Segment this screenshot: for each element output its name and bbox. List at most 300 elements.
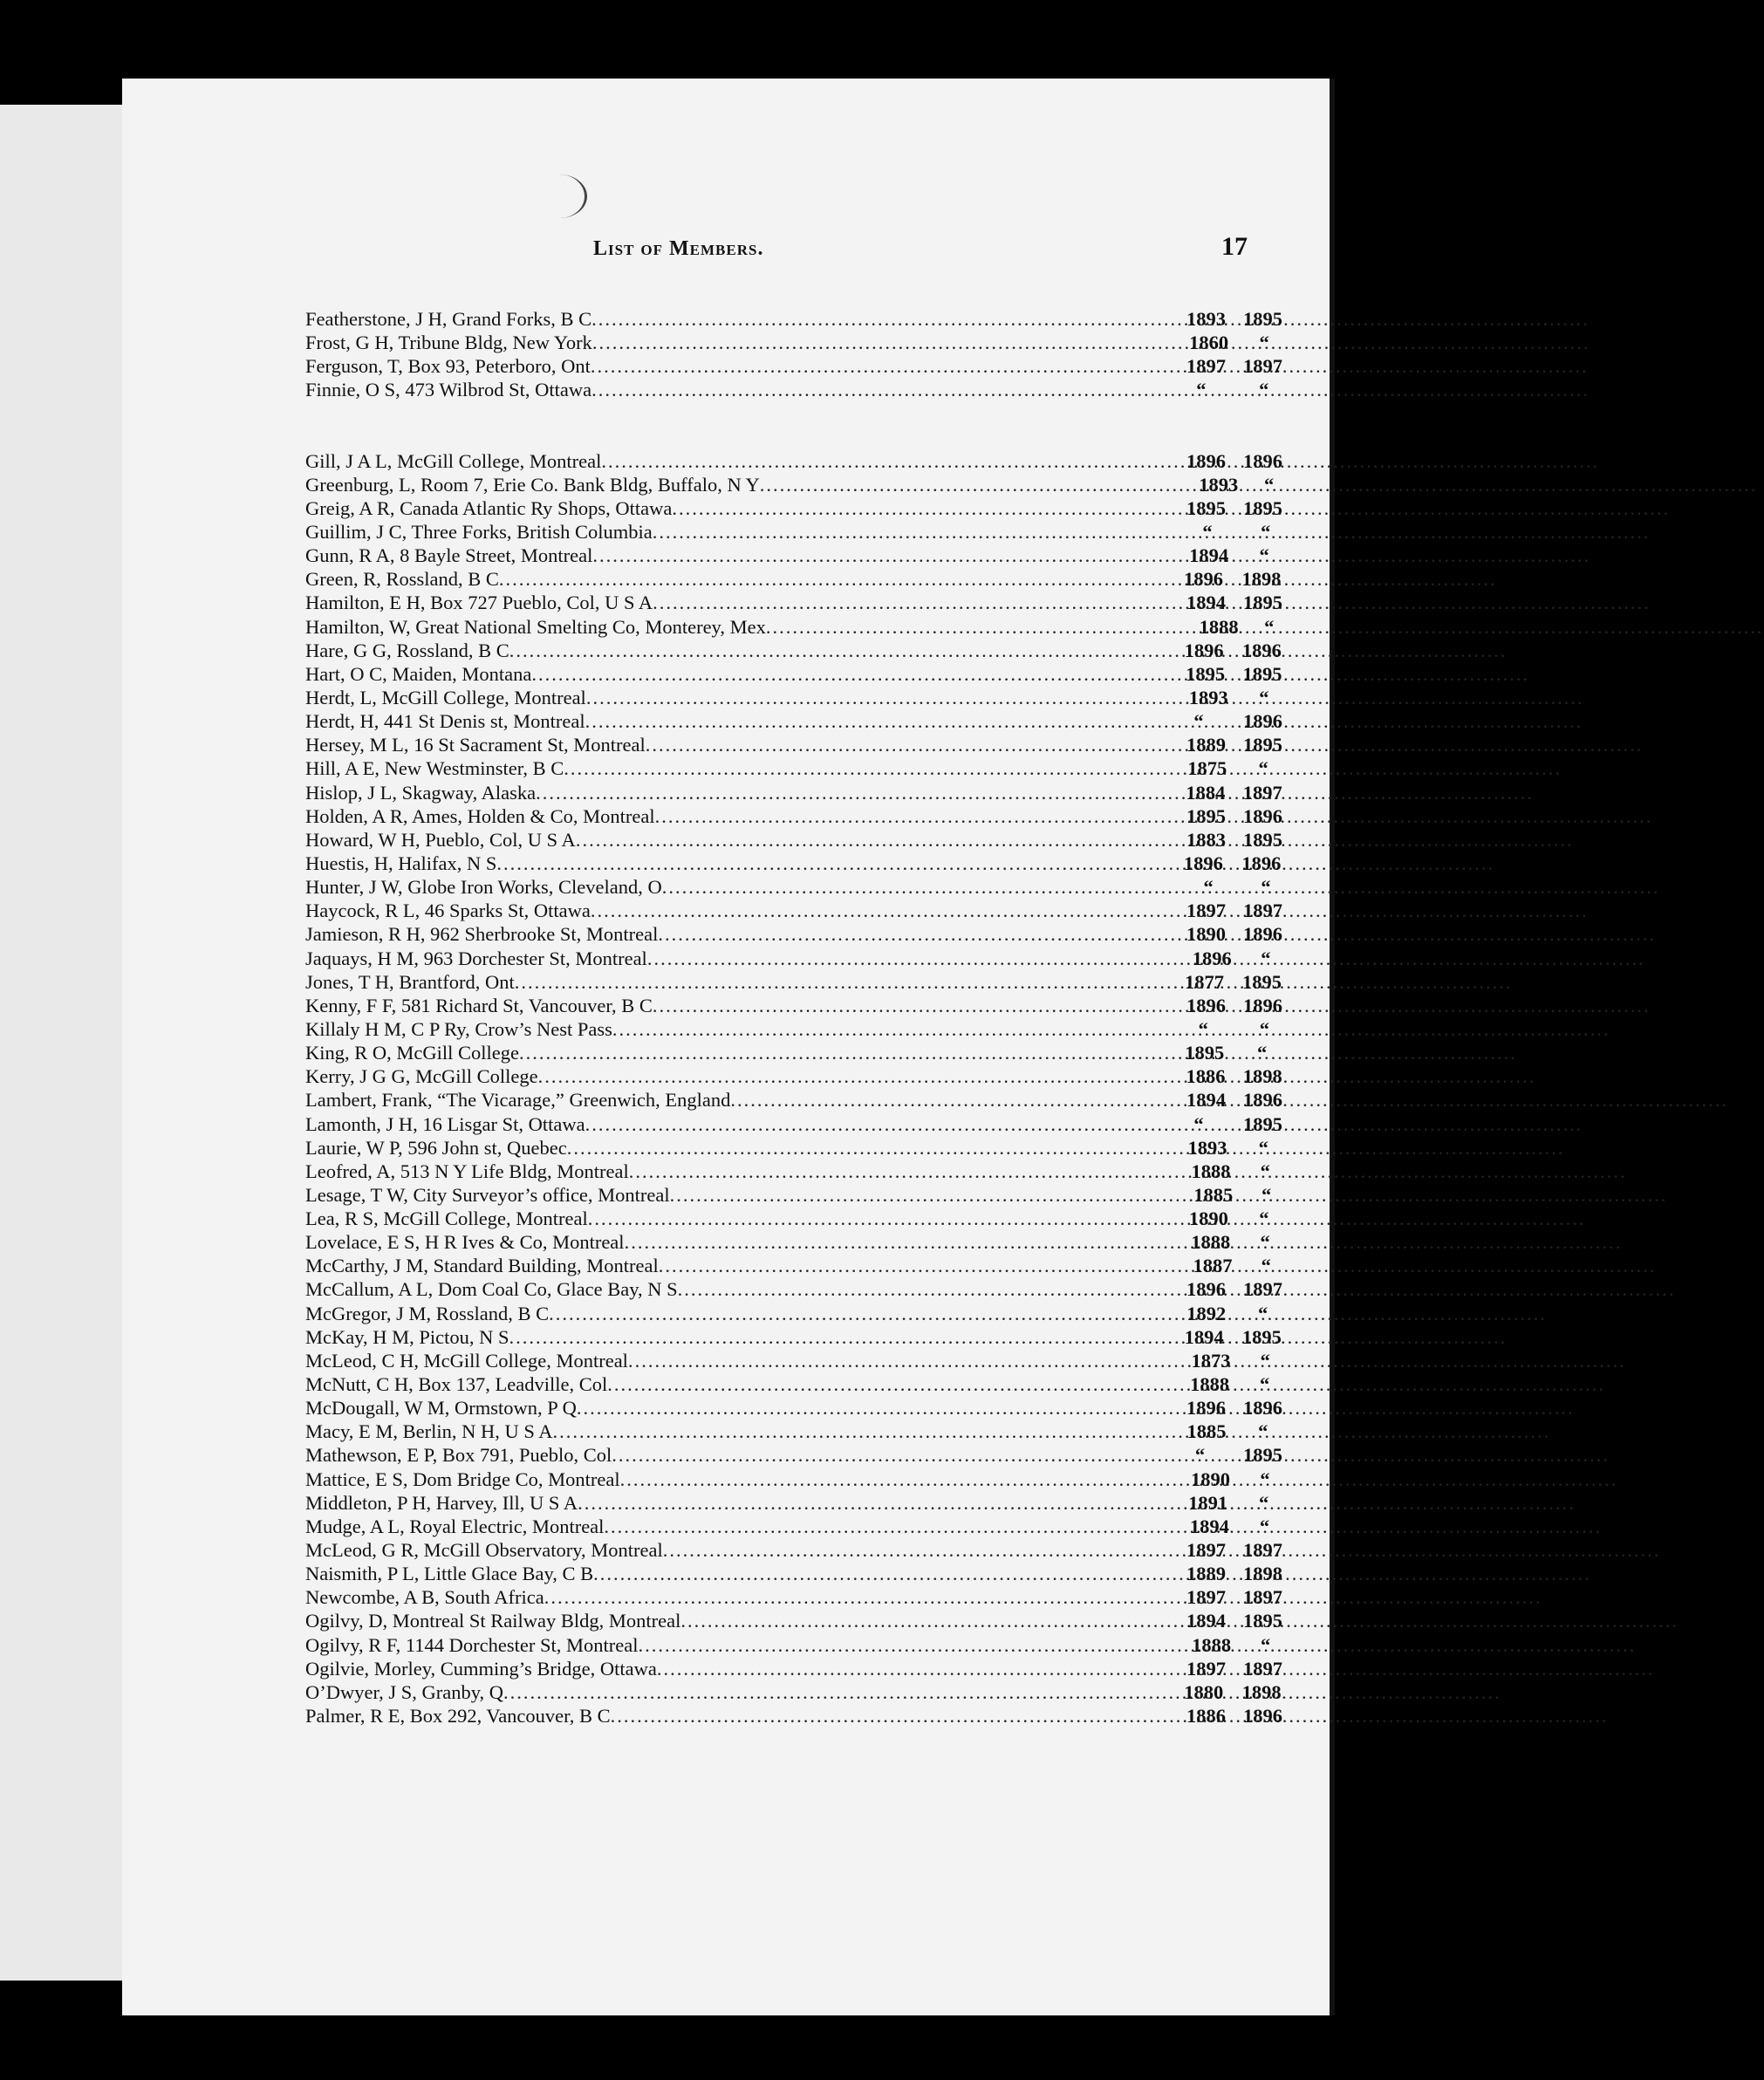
member-name-address: Featherstone, J H, Grand Forks, B C (305, 308, 592, 330)
year-joined: 1896 (1186, 994, 1226, 1016)
year-joined: 1896 (1183, 852, 1223, 874)
member-entry (305, 449, 1282, 473)
member-entry (305, 567, 1282, 591)
year-joined: 1886 (1186, 1065, 1226, 1088)
members-group-f (305, 307, 1282, 402)
member-name-address: Hill, A E, New Westminster, B C (305, 757, 564, 780)
member-name-address: Frost, G H, Tribune Bldg, New York (305, 332, 592, 354)
group-gap (305, 402, 1282, 449)
member-name-address: Hersey, M L, 16 St Sacrament St, Montreal (305, 734, 646, 756)
member-name-address: O’Dwyer, J S, Granby, Q (305, 1680, 503, 1703)
dot-leader (591, 354, 1186, 378)
member-entry (305, 1136, 1282, 1160)
year-joined: 1894 (1184, 1325, 1224, 1348)
year-status: 1895 (1243, 592, 1282, 614)
member-name-address: Green, R, Rossland, B C (305, 568, 499, 591)
year-status: “ (1259, 332, 1269, 354)
member-name-address: Mudge, A L, Royal Electric, Montreal (305, 1515, 605, 1537)
year-joined: 1893 (1188, 686, 1228, 708)
year-joined: 1896 (1184, 639, 1224, 661)
dot-leader (653, 994, 1186, 1017)
year-joined: 1897 (1186, 1539, 1226, 1562)
year-joined: 1897 (1186, 1586, 1226, 1609)
dot-leader (647, 947, 1193, 970)
member-entry (305, 662, 1282, 686)
dot-leader (629, 1160, 1192, 1183)
dot-leader (612, 1443, 1195, 1467)
year-joined: “ (1203, 876, 1214, 899)
dot-leader (564, 756, 1187, 780)
member-name-address: Jamieson, R H, 962 Sherbrooke St, Montreal (305, 923, 659, 946)
year-joined: “ (1194, 1444, 1206, 1467)
year-joined: 1897 (1186, 355, 1226, 378)
member-name-address: McCarthy, J M, Standard Building, Montreal (305, 1255, 659, 1277)
member-entry (305, 733, 1282, 756)
year-status: 1897 (1243, 1539, 1282, 1562)
member-name-address: Laurie, W P, 596 John st, Quebec (305, 1136, 567, 1159)
member-name-address: Hamilton, W, Great National Smelting Co, Monterey, Mex (305, 615, 766, 638)
member-name-address: Macy, E M, Berlin, N H, U S A (305, 1420, 553, 1443)
year-joined: 1895 (1186, 662, 1226, 685)
year-joined: “ (1193, 710, 1204, 733)
member-entry (305, 615, 1282, 639)
member-entry (305, 1420, 1282, 1443)
member-entry (305, 970, 1282, 994)
member-name-address: King, R O, McGill College (305, 1042, 519, 1064)
year-joined: 1886 (1186, 1705, 1226, 1728)
dot-leader (544, 1585, 1186, 1609)
year-status: 1897 (1243, 1657, 1282, 1680)
member-name-address: Holden, A R, Ames, Holden & Co, Montreal (305, 804, 655, 827)
dot-leader (670, 1183, 1194, 1207)
dot-leader (496, 852, 1183, 875)
dot-leader (659, 1254, 1193, 1277)
year-joined: 1884 (1186, 781, 1226, 804)
year-status: 1896 (1243, 1397, 1282, 1420)
member-entry (305, 1088, 1282, 1112)
dot-leader (592, 544, 1189, 567)
running-head-title: List of Members. (593, 237, 764, 260)
dot-leader (662, 875, 1204, 899)
year-joined: 1893 (1199, 473, 1239, 496)
dot-leader (625, 1230, 1192, 1254)
year-status: 1896 (1243, 449, 1282, 472)
member-name-address: Herdt, H, 441 St Denis st, Montreal (305, 710, 585, 733)
year-status: 1896 (1243, 710, 1282, 733)
member-entry (305, 1325, 1282, 1349)
member-entry (305, 1585, 1282, 1609)
member-entry (305, 307, 1282, 331)
dot-leader (538, 1064, 1186, 1088)
year-joined: 1888 (1191, 1231, 1231, 1254)
member-name-address: Finnie, O S, 473 Wilbrod St, Ottawa (305, 379, 592, 401)
year-joined: 1895 (1186, 804, 1226, 827)
year-joined: 1880 (1184, 1680, 1224, 1703)
year-status: “ (1259, 686, 1269, 708)
year-status: 1896 (1241, 852, 1282, 874)
member-name-address: Newcombe, A B, South Africa (305, 1586, 544, 1609)
member-entry (305, 1468, 1282, 1491)
member-name-address: Howard, W H, Pueblo, Col, U S A (305, 828, 576, 851)
dot-leader (604, 1515, 1189, 1538)
year-status: 1898 (1241, 568, 1282, 591)
running-head (585, 232, 1248, 262)
member-entry (305, 1515, 1282, 1538)
member-name-address: Lea, R S, McGill College, Montreal (305, 1208, 588, 1230)
year-joined: 1896 (1186, 1397, 1226, 1420)
member-entry (305, 520, 1282, 544)
dot-leader (612, 1017, 1199, 1041)
year-joined: 1889 (1186, 1563, 1226, 1585)
member-name-address: Palmer, R E, Box 292, Vancouver, B C (305, 1705, 611, 1728)
year-joined: 1895 (1186, 496, 1226, 519)
member-entry (305, 544, 1282, 567)
dot-leader (655, 804, 1186, 828)
facing-page-edge (0, 105, 126, 1981)
dot-leader (760, 473, 1199, 496)
member-entry (305, 1443, 1282, 1467)
year-status: “ (1257, 1042, 1268, 1064)
member-entry (305, 639, 1282, 662)
member-name-address: Kerry, J G G, McGill College (305, 1065, 538, 1088)
year-status: “ (1261, 947, 1271, 969)
dot-leader (576, 828, 1186, 852)
year-status: “ (1260, 1231, 1270, 1254)
year-joined: 1894 (1186, 592, 1226, 614)
dot-leader (678, 1277, 1186, 1301)
member-entry (305, 1491, 1282, 1515)
year-joined: 1893 (1187, 1136, 1227, 1159)
member-name-address: Hare, G G, Rossland, B C (305, 639, 509, 661)
member-name-address: Jones, T H, Brantford, Ont (305, 970, 515, 993)
member-entry (305, 1302, 1282, 1325)
year-joined: 1885 (1186, 1420, 1227, 1443)
member-name-address: Kenny, F F, 581 Richard St, Vancouver, B C (305, 994, 653, 1016)
member-name-address: Killaly H M, C P Ry, Crow’s Nest Pass (305, 1017, 612, 1040)
member-entry (305, 1183, 1282, 1207)
member-name-address: Jaquays, H M, 963 Dorchester St, Montreal (305, 947, 647, 969)
year-status: “ (1259, 379, 1269, 401)
member-entry (305, 1633, 1282, 1657)
dot-leader (509, 639, 1185, 662)
member-entry (305, 1254, 1282, 1277)
member-entry (305, 496, 1282, 520)
dot-leader (586, 686, 1189, 709)
dot-leader (672, 496, 1186, 520)
member-entry (305, 354, 1282, 378)
member-entry (305, 709, 1282, 733)
year-joined: 1896 (1186, 1278, 1226, 1301)
book-page (122, 79, 1335, 2015)
year-status: “ (1258, 757, 1268, 780)
year-status: “ (1261, 876, 1271, 899)
year-joined: 1890 (1188, 1208, 1228, 1230)
member-entry (305, 1349, 1282, 1372)
year-status: 1895 (1241, 970, 1282, 993)
dot-leader (578, 1491, 1188, 1515)
member-entry (305, 899, 1282, 922)
year-status: 1897 (1242, 1586, 1282, 1609)
member-entry (305, 875, 1282, 899)
year-status: 1896 (1241, 639, 1282, 661)
year-joined: 1897 (1186, 900, 1226, 922)
year-status: 1897 (1242, 781, 1282, 804)
dot-leader (536, 781, 1186, 804)
year-status: 1895 (1243, 308, 1282, 330)
member-name-address: Huestis, H, Halifax, N S (305, 852, 497, 874)
year-status: “ (1261, 1183, 1272, 1206)
year-joined: 1895 (1185, 1042, 1225, 1064)
member-name-address: Hunter, J W, Globe Iron Works, Cleveland, O (305, 876, 662, 899)
member-entry (305, 591, 1282, 614)
member-name-address: Lovelace, E S, H R Ives & Co, Montreal (305, 1231, 625, 1254)
year-status: 1895 (1241, 1325, 1282, 1348)
member-name-address: Ogilvy, D, Montreal St Railway Bldg, Montreal (305, 1610, 681, 1632)
year-status: “ (1258, 1136, 1268, 1159)
year-status: “ (1260, 1349, 1270, 1372)
ink-mark (532, 174, 587, 218)
member-entry (305, 1112, 1282, 1136)
year-joined: 1893 (1186, 308, 1226, 330)
member-name-address: Greig, A R, Canada Atlantic Ry Shops, Ottawa (305, 496, 673, 519)
year-status: 1896 (1243, 923, 1282, 946)
year-status: 1897 (1243, 900, 1282, 922)
member-name-address: McNutt, C H, Box 137, Leadville, Col (305, 1373, 608, 1396)
dot-leader (591, 899, 1186, 922)
year-status: 1898 (1242, 1065, 1282, 1088)
member-entry (305, 1277, 1282, 1301)
year-status: “ (1259, 544, 1269, 567)
member-entry (305, 994, 1282, 1017)
year-status: “ (1259, 1515, 1270, 1537)
member-entry (305, 473, 1282, 496)
year-status: “ (1258, 1491, 1269, 1514)
year-joined: 1894 (1189, 544, 1229, 567)
dot-leader (639, 1633, 1193, 1657)
year-status: “ (1260, 1468, 1270, 1490)
year-status: “ (1264, 615, 1275, 638)
member-name-address: Ogilvy, R F, 1144 Dorchester St, Montreal (305, 1633, 639, 1656)
member-entry (305, 1609, 1282, 1632)
year-status: 1898 (1243, 1563, 1282, 1585)
year-status: 1897 (1243, 355, 1282, 378)
member-name-address: Lambert, Frank, “The Vicarage,” Greenwich, England (305, 1089, 731, 1112)
year-joined: 1894 (1189, 1515, 1229, 1537)
dot-leader (503, 1680, 1184, 1704)
member-name-address: Mathewson, E P, Box 791, Pueblo, Col (305, 1444, 612, 1467)
dot-leader (653, 520, 1203, 544)
year-joined: 1896 (1183, 568, 1223, 591)
member-name-address: Ogilvie, Morley, Cumming’s Bridge, Ottawa (305, 1657, 657, 1680)
year-status: “ (1259, 1208, 1269, 1230)
member-name-address: Middleton, P H, Harvey, Ill, U S A (305, 1491, 578, 1514)
dot-leader (499, 567, 1184, 591)
member-entry (305, 781, 1282, 804)
member-entry (305, 1017, 1282, 1041)
dot-leader (658, 922, 1186, 946)
year-joined: 1875 (1187, 757, 1227, 780)
member-name-address: McDougall, W M, Ormstown, P Q (305, 1397, 577, 1420)
dot-leader (593, 1562, 1186, 1585)
year-joined: 1887 (1193, 1255, 1233, 1277)
year-joined: 1888 (1190, 1373, 1230, 1396)
year-status: 1896 (1243, 1089, 1282, 1112)
member-name-address: Hislop, J L, Skagway, Alaska (305, 781, 537, 804)
year-status: “ (1259, 1017, 1270, 1040)
member-name-address: McCallum, A L, Dom Coal Co, Glace Bay, N S (305, 1278, 678, 1301)
year-joined: 1894 (1186, 1610, 1226, 1632)
dot-leader (531, 662, 1186, 686)
member-name-address: Mattice, E S, Dom Bridge Co, Montreal (305, 1468, 620, 1490)
year-joined: “ (1198, 1017, 1208, 1040)
dot-leader (553, 1420, 1187, 1443)
year-joined: 1888 (1192, 1633, 1232, 1656)
dot-leader (730, 1088, 1186, 1112)
year-joined: 1873 (1191, 1349, 1231, 1372)
dot-leader (585, 1112, 1194, 1136)
year-joined: 1860 (1189, 332, 1229, 354)
member-name-address: Ferguson, T, Box 93, Peterboro, Ont (305, 355, 591, 378)
member-entry (305, 686, 1282, 709)
member-entry (305, 1538, 1282, 1562)
dot-leader (509, 1325, 1185, 1349)
year-status: “ (1258, 1420, 1268, 1443)
member-entry (305, 1160, 1282, 1183)
dot-leader (653, 591, 1186, 614)
dot-leader (567, 1136, 1188, 1160)
member-name-address: Gill, J A L, McGill College, Montreal (305, 449, 602, 472)
year-joined: “ (1196, 379, 1207, 401)
member-name-address: McLeod, G R, McGill Observatory, Montreal (305, 1539, 663, 1562)
year-status: 1896 (1243, 804, 1282, 827)
dot-leader (607, 1372, 1190, 1396)
member-entry (305, 852, 1282, 875)
member-name-address: McKay, H M, Pictou, N S (305, 1325, 509, 1348)
year-joined: 1890 (1190, 1468, 1230, 1490)
member-entry (305, 1064, 1282, 1088)
year-status: 1897 (1243, 1278, 1282, 1301)
year-joined: 1891 (1188, 1491, 1228, 1514)
member-entry (305, 1704, 1282, 1728)
year-status: “ (1260, 1633, 1271, 1656)
year-status: “ (1260, 1160, 1270, 1182)
year-status: 1895 (1243, 1112, 1282, 1135)
member-entry (305, 331, 1282, 354)
year-status: 1895 (1242, 662, 1282, 685)
dot-leader (620, 1468, 1191, 1491)
member-entry (305, 804, 1282, 828)
member-name-address: Lesage, T W, City Surveyor’s office, Montreal (305, 1183, 670, 1206)
member-entry (305, 1680, 1282, 1704)
member-entry (305, 1207, 1282, 1230)
member-name-address: Guillim, J C, Three Forks, British Columbia (305, 520, 653, 543)
member-entry (305, 1396, 1282, 1420)
year-joined: 1892 (1186, 1302, 1227, 1324)
year-status: 1898 (1241, 1680, 1282, 1703)
year-joined: 1894 (1186, 1089, 1226, 1112)
dot-leader (591, 307, 1186, 331)
year-status: “ (1261, 1255, 1271, 1277)
year-status: “ (1258, 1302, 1268, 1324)
member-entry (305, 1230, 1282, 1254)
year-joined: 1897 (1186, 1657, 1226, 1680)
year-status: “ (1259, 1373, 1270, 1396)
dot-leader (577, 1396, 1186, 1420)
member-name-address: McLeod, C H, McGill College, Montreal (305, 1349, 628, 1372)
year-joined: 1885 (1193, 1183, 1234, 1206)
dot-leader (611, 1704, 1186, 1728)
dot-leader (646, 733, 1186, 756)
dot-leader (766, 615, 1200, 639)
year-status: 1895 (1243, 1610, 1282, 1632)
member-name-address: Greenburg, L, Room 7, Erie Co. Bank Bldg, Buffalo, N Y (305, 473, 760, 496)
dot-leader (549, 1302, 1186, 1325)
dot-leader (515, 970, 1185, 994)
dot-leader (592, 331, 1189, 354)
member-name-address: McGregor, J M, Rossland, B C (305, 1302, 550, 1324)
year-joined: 1888 (1199, 615, 1239, 638)
dot-leader (519, 1041, 1185, 1064)
member-entry (305, 1562, 1282, 1585)
members-list (305, 307, 1282, 1728)
member-entry (305, 1041, 1282, 1064)
member-name-address: Haycock, R L, 46 Sparks St, Ottawa (305, 900, 591, 922)
member-entry (305, 378, 1282, 401)
member-entry (305, 756, 1282, 780)
member-name-address: Lamonth, J H, 16 Lisgar St, Ottawa (305, 1112, 585, 1135)
member-entry (305, 922, 1282, 946)
member-name-address: Hamilton, E H, Box 727 Pueblo, Col, U S A (305, 592, 653, 614)
year-joined: 1889 (1186, 734, 1226, 756)
dot-leader (601, 449, 1186, 473)
member-name-address: Leofred, A, 513 N Y Life Bldg, Montreal (305, 1160, 629, 1182)
member-name-address: Naismith, P L, Little Glace Bay, C B (305, 1563, 594, 1585)
members-group-g-to-p (305, 449, 1282, 1728)
dot-leader (585, 709, 1194, 733)
year-joined: 1896 (1186, 449, 1226, 472)
member-entry (305, 1372, 1282, 1396)
dot-leader (591, 378, 1196, 401)
year-status: “ (1261, 520, 1271, 543)
year-joined: 1896 (1192, 947, 1232, 969)
dot-leader (680, 1609, 1186, 1632)
dot-leader (588, 1207, 1189, 1230)
year-status: 1895 (1243, 734, 1282, 756)
member-entry (305, 828, 1282, 852)
year-joined: “ (1193, 1112, 1204, 1135)
year-status: 1896 (1243, 1705, 1282, 1728)
year-joined: 1888 (1191, 1160, 1231, 1182)
member-entry (305, 947, 1282, 970)
year-joined: “ (1202, 520, 1213, 543)
year-status: “ (1263, 473, 1275, 496)
member-name-address: Hart, O C, Maiden, Montana (305, 662, 532, 685)
member-name-address: Gunn, R A, 8 Bayle Street, Montreal (305, 544, 593, 567)
year-status: 1895 (1243, 496, 1282, 519)
year-status: 1895 (1243, 828, 1282, 851)
year-joined: 1877 (1184, 970, 1224, 993)
year-status: 1895 (1243, 1444, 1282, 1467)
dot-leader (628, 1349, 1192, 1372)
year-status: 1896 (1243, 994, 1282, 1016)
member-name-address: Herdt, L, McGill College, Montreal (305, 686, 586, 708)
dot-leader (663, 1538, 1186, 1562)
dot-leader (657, 1657, 1186, 1680)
page-number: 17 (1221, 232, 1248, 261)
year-joined: 1883 (1186, 828, 1226, 851)
member-entry (305, 1657, 1282, 1680)
year-joined: 1890 (1186, 923, 1226, 946)
